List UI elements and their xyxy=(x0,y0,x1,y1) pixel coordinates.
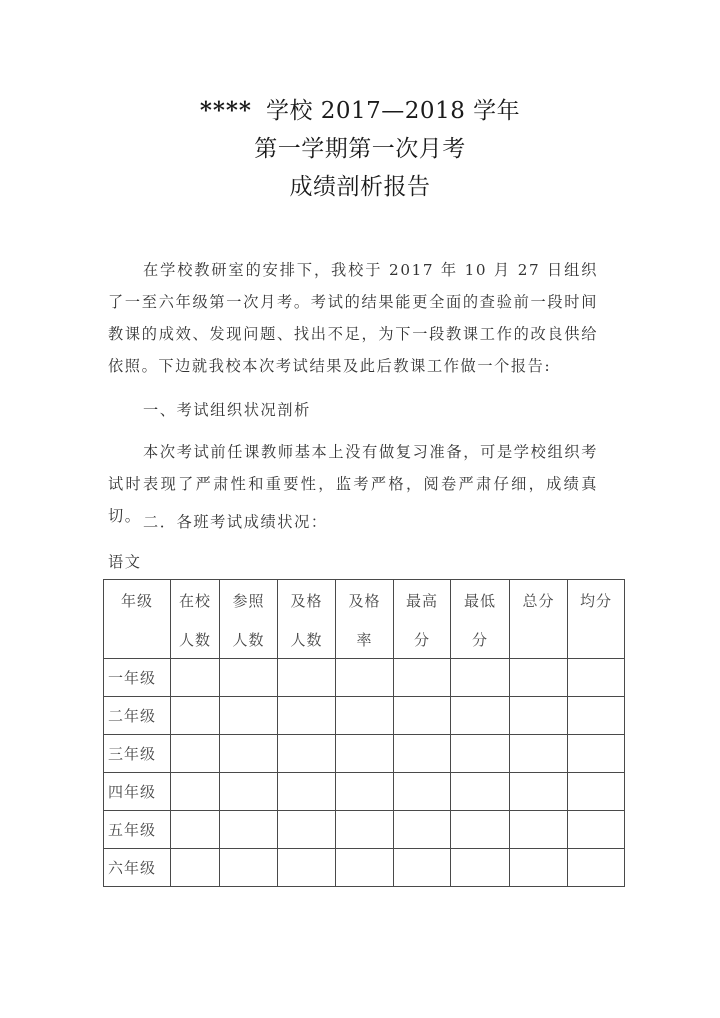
header-cell-grade: 年级 xyxy=(104,580,171,659)
total-score-cell xyxy=(510,735,568,773)
header-cell-lowest-score: 最低 分 xyxy=(451,580,510,659)
table-row xyxy=(104,659,625,697)
subject-label: 语文 xyxy=(108,553,142,571)
passed-count-cell xyxy=(278,811,336,849)
average-score-cell xyxy=(568,773,625,811)
passed-count-cell xyxy=(278,697,336,735)
table-row xyxy=(104,773,625,811)
passed-count-cell xyxy=(278,735,336,773)
title-line-1 xyxy=(0,96,720,126)
section-2-heading: 二．各班考试成绩状况： xyxy=(143,513,328,531)
enrolled-cell xyxy=(171,811,220,849)
participants-cell xyxy=(220,773,278,811)
intro-paragraph: 在学校教研室的安排下，我校于 2017 年 10 月 27 日组织了一至六年级第一次月考。考试的结果能更全面的查验前一段时间教课的成效、发现问题、找出不足，为下一段教课工作的改良供给依照。下边就我校本次考试结果及此后教课工作做一个报告: xyxy=(108,261,598,375)
enrolled-cell xyxy=(171,659,220,697)
average-score-cell xyxy=(568,735,625,773)
highest-score-cell xyxy=(394,811,451,849)
highest-score-cell xyxy=(394,735,451,773)
title-line-2: 第一学期第一次月考 xyxy=(254,136,466,162)
table-row xyxy=(104,697,625,735)
participants-cell xyxy=(220,811,278,849)
header-cell-participants: 参照 人数 xyxy=(220,580,278,659)
average-score-cell xyxy=(568,697,625,735)
total-score-cell xyxy=(510,811,568,849)
highest-score-cell xyxy=(394,659,451,697)
average-score-cell xyxy=(568,659,625,697)
participants-cell xyxy=(220,735,278,773)
table-row xyxy=(104,735,625,773)
enrolled-cell xyxy=(171,773,220,811)
enrolled-cell xyxy=(171,849,220,887)
pass-rate-cell xyxy=(336,735,394,773)
average-score-cell xyxy=(568,849,625,887)
scores-table xyxy=(103,579,625,887)
section-1-heading: 一、考试组织状况剖析 xyxy=(143,401,311,419)
grade-cell: 五年级 xyxy=(104,811,171,849)
participants-cell xyxy=(220,697,278,735)
header-cell-passed-count: 及格 人数 xyxy=(278,580,336,659)
header-cell-average-score: 均分 xyxy=(568,580,625,659)
title-school-year: 学校 2017—2018 学年 xyxy=(265,98,521,124)
pass-rate-cell xyxy=(336,849,394,887)
header-cell-pass-rate: 及格 率 xyxy=(336,580,394,659)
lowest-score-cell xyxy=(451,849,510,887)
highest-score-cell xyxy=(394,773,451,811)
total-score-cell xyxy=(510,849,568,887)
pass-rate-cell xyxy=(336,697,394,735)
title-line-3: 成绩剖析报告 xyxy=(289,174,431,200)
total-score-cell xyxy=(510,659,568,697)
total-score-cell xyxy=(510,773,568,811)
grade-cell: 六年级 xyxy=(104,849,171,887)
header-cell-enrolled: 在校 人数 xyxy=(171,580,220,659)
participants-cell xyxy=(220,849,278,887)
highest-score-cell xyxy=(394,849,451,887)
section-1-paragraph: 本次考试前任课教师基本上没有做复习准备，可是学校组织考试时表现了严肃性和重要性，监考严格，阅卷严肃仔细，成绩真切。 xyxy=(108,443,598,525)
average-score-cell xyxy=(568,811,625,849)
pass-rate-cell xyxy=(336,773,394,811)
grade-cell: 二年级 xyxy=(104,697,171,735)
table-header-row xyxy=(104,580,625,659)
enrolled-cell xyxy=(171,697,220,735)
grade-cell: 三年级 xyxy=(104,735,171,773)
passed-count-cell xyxy=(278,849,336,887)
lowest-score-cell xyxy=(451,697,510,735)
highest-score-cell xyxy=(394,697,451,735)
lowest-score-cell xyxy=(451,773,510,811)
passed-count-cell xyxy=(278,659,336,697)
header-cell-total-score: 总分 xyxy=(510,580,568,659)
lowest-score-cell xyxy=(451,811,510,849)
table-row xyxy=(104,811,625,849)
lowest-score-cell xyxy=(451,659,510,697)
total-score-cell xyxy=(510,697,568,735)
table-row xyxy=(104,849,625,887)
enrolled-cell xyxy=(171,735,220,773)
grade-cell: 一年级 xyxy=(104,659,171,697)
passed-count-cell xyxy=(278,773,336,811)
lowest-score-cell xyxy=(451,735,510,773)
participants-cell xyxy=(220,659,278,697)
pass-rate-cell xyxy=(336,811,394,849)
school-name-placeholder: **** xyxy=(199,97,252,124)
grade-cell: 四年级 xyxy=(104,773,171,811)
header-cell-highest-score: 最高 分 xyxy=(394,580,451,659)
pass-rate-cell xyxy=(336,659,394,697)
